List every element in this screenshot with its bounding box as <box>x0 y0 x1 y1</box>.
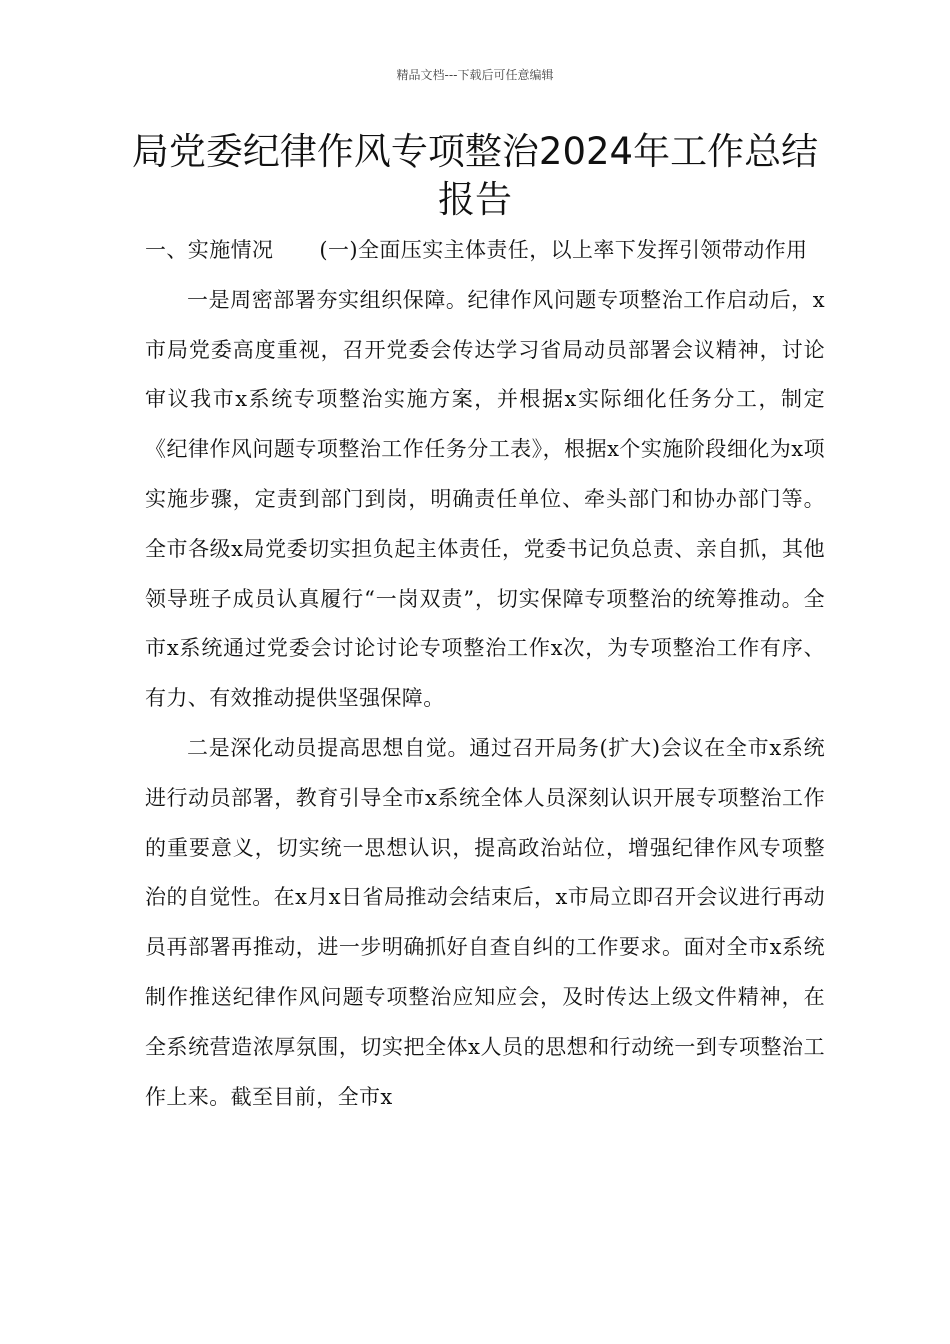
subsection-heading: (一)全面压实主体责任，以上率下发挥引领带动作用 <box>319 238 808 262</box>
paragraph: 二是深化动员提高思想自觉。通过召开局务(扩大)会议在全市x系统进行动员部署，教育引导全市x系统全体人员深刻认识开展专项整治工作的重要意义，切实统一思想认识，提高政治站位，增强纪律作风专项整治的自觉性。在x月x日省局推动会结束后，x市局立即召开会议进行再动员再部署再推动，进一步明确抓好自查自纠的工作要求。面对全市x系统制作推送纪律作风问题专项整治应知应会，及时传达上级文件精神，在全系统营造浓厚氛围，切实把全体x人员的思想和行动统一到专项整治工作上来。截至目前，全市x <box>145 735 825 1109</box>
section-heading-line <box>145 226 825 276</box>
section-heading: 一、实施情况 <box>145 238 274 262</box>
header-note: 精品文档---下载后可任意编辑 <box>396 68 554 82</box>
document-body <box>145 226 825 1122</box>
paragraph: 一是周密部署夯实组织保障。纪律作风问题专项整治工作启动后，x市局党委高度重视，召开党委会传达学习省局动员部署会议精神，讨论审议我市x系统专项整治实施方案，并根据x实际细化任务分工，制定《纪律作风问题专项整治工作任务分工表》，根据x个实施阶段细化为x项实施步骤，定责到部门到岗，明确责任单位、牵头部门和协办部门等。全市各级x局党委切实担负起主体责任，党委书记负总责、亲自抓，其他领导班子成员认真履行“一岗双责”，切实保障专项整治的统筹推动。全市x系统通过党委会讨论讨论专项整治工作x次，为专项整治工作有序、有力、有效推动提供坚强保障。 <box>145 287 825 711</box>
document-title: 局党委纪律作风专项整治2024年工作总结报告 <box>131 130 819 221</box>
